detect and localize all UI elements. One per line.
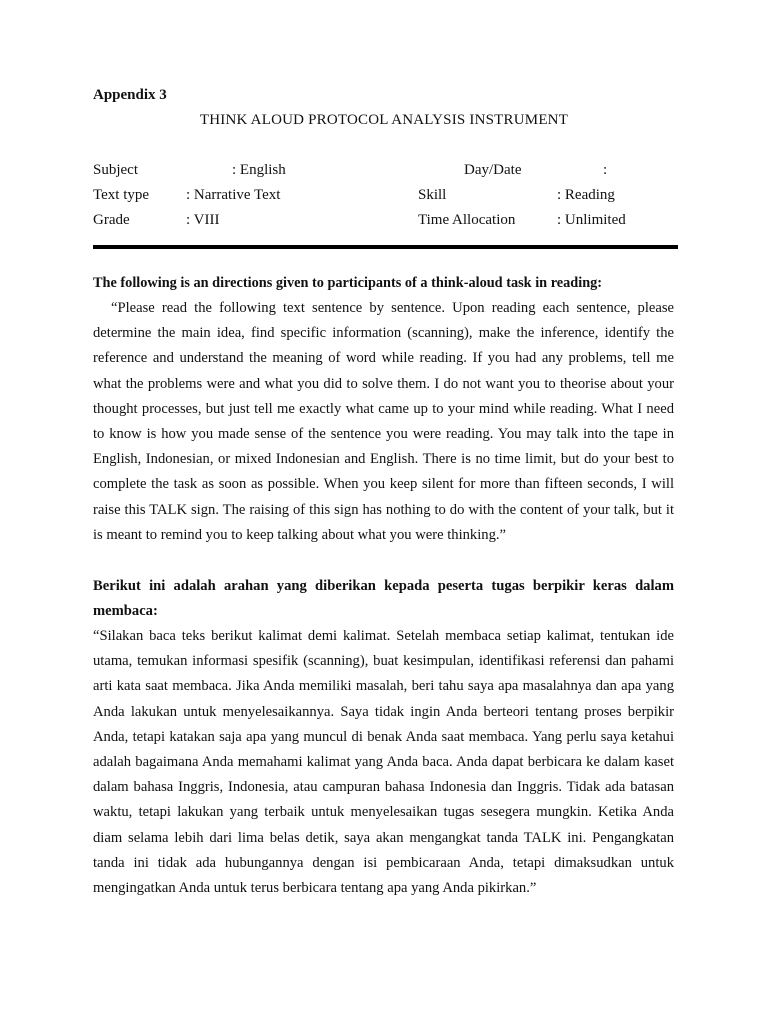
indonesian-directions-paragraph: “Silakan baca teks berikut kalimat demi kalimat. Setelah membaca setiap kalimat, tentukan ide utama, temukan informasi spesifik (scanning), buat kesimpulan, identifikasi referensi dan pahami arti kata saat membaca. Jika Anda memiliki masalah, beri tahu saya apa masalahnya dan apa yang Anda lakukan untuk menyelesaikannya. Saya tidak ingin Anda berteori tentang proses berpikir Anda, tetapi katakan saja apa yang muncul di benak Anda saat membaca. Yang perlu saya ketahui adalah bagaimana Anda memahami kalimat yang Anda baca. Anda dapat berbicara ke dalam kaset dalam bahasa Inggris, Indonesia, atau campuran bahasa Indonesia dan Inggris. Tidak ada batasan waktu, tetapi lakukan yang terbaik untuk menyelesaikan tugas sesegera mungkin. Ketika Anda diam selama lebih dari lima belas detik, saya akan mengangkat tanda TALK ini. Pengangkatan tanda ini tidak ada hubungannya dengan isi pembicaraan Anda, tetapi dimaksudkan untuk mengingatkan Anda untuk terus berbicara tentang apa yang Anda pikirkan.” [93, 628, 674, 897]
grade-label: Grade [93, 212, 130, 228]
subject-value: : English [232, 162, 286, 178]
texttype-label: Text type [93, 187, 150, 203]
subject-label: Subject [93, 162, 138, 178]
appendix-label: Appendix 3 [93, 87, 167, 103]
daydate-value: : [603, 162, 608, 178]
time-allocation-value: : Unlimited [557, 212, 626, 228]
grade-value: : VIII [186, 212, 220, 228]
english-intro-heading: The following is an directions given to participants of a think-aloud task in reading: [93, 275, 603, 291]
horizontal-rule [93, 245, 678, 249]
skill-value: : Reading [557, 187, 615, 203]
indonesian-intro-heading: Berikut ini adalah arahan yang diberikan kepada peserta tugas berpikir keras dalam membaca: [93, 578, 674, 620]
english-directions-paragraph: “Please read the following text sentence by sentence. Upon reading each sentence, please determine the main idea, find specific information (scanning), make the inference, identify the reference and understand the meaning of word while reading. If you had any problems, tell me what the problems were and what you did to solve them. I do not want you to theorise about your thought processes, but just tell me exactly what came up to your mind while reading. What I need to know is how you made sense of the sentence you were reading. You may talk into the tape in English, Indonesian, or mixed Indonesian and English. There is no time limit, but do your best to complete the task as soon as possible. When you keep silent for more than fifteen seconds, I will raise this TALK sign. The raising of this sign has nothing to do with the content of your talk, but it is meant to remind you to keep talking about what you were thinking.” [93, 300, 674, 543]
skill-label: Skill [418, 187, 447, 203]
time-allocation-label: Time Allocation [418, 212, 516, 228]
texttype-value: : Narrative Text [186, 187, 281, 203]
daydate-label: Day/Date [464, 162, 522, 178]
document-title: THINK ALOUD PROTOCOL ANALYSIS INSTRUMENT [199, 112, 569, 128]
